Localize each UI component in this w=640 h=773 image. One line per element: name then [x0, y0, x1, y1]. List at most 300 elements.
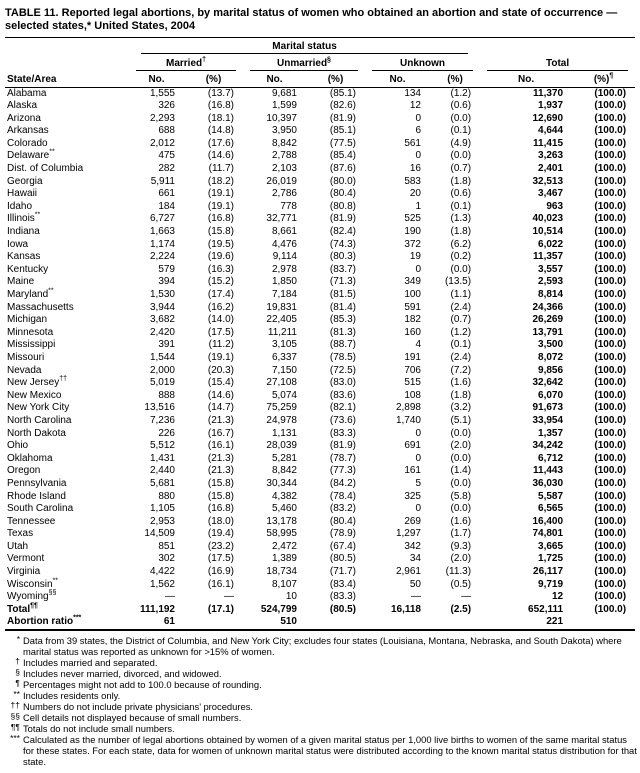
- total-pct-cell: (100.0): [594, 364, 627, 376]
- total-no-cell: 3,467: [538, 188, 564, 200]
- married-no-cell: 184: [158, 200, 175, 212]
- total-pct-cell: (100.0): [594, 528, 627, 540]
- unmarried-no-cell: 1,850: [271, 276, 297, 288]
- unmarried-pct-cell: (80.0): [329, 175, 356, 187]
- total-pct-cell: (100.0): [594, 490, 627, 502]
- unmarried-no-cell: 2,786: [271, 188, 297, 200]
- state-name: Wisconsin**: [7, 577, 59, 590]
- unmarried-pct-cell: (83.6): [329, 389, 356, 401]
- state-footnote-marker: **: [52, 577, 59, 585]
- footnote: [5, 690, 639, 701]
- married-pct-cell: (14.6): [207, 389, 234, 401]
- unmarried-pct-cell: (71.7): [329, 566, 356, 578]
- unmarried-no-cell: 510: [243, 616, 306, 630]
- footnote: [5, 723, 639, 734]
- header-row-groups: [5, 54, 635, 71]
- unmarried-pct-cell: (83.3): [329, 591, 356, 603]
- footnote-marker: †: [15, 656, 20, 667]
- footnote: [5, 734, 639, 767]
- header-row-columns: [5, 71, 635, 87]
- married-pct-cell: (14.6): [207, 150, 234, 162]
- unknown-no-cell: 19: [409, 251, 421, 263]
- unknown-pct-cell: (0.6): [450, 188, 472, 200]
- unmarried-footnote-marker: §: [327, 56, 331, 64]
- unmarried-no-cell: 1,389: [271, 553, 297, 565]
- married-no-cell: 475: [158, 150, 175, 162]
- state-name: Pennsylvania: [7, 477, 67, 489]
- footnote-text: Totals do not include small numbers.: [23, 723, 175, 735]
- table-title: TABLE 11. Reported legal abortions, by marital status of women who obtained an abortion and state of occurrence — selected states,* United States, 2004: [5, 7, 635, 38]
- married-pct-cell: (21.3): [207, 414, 234, 426]
- unmarried-pct-cell: (81.3): [329, 326, 356, 338]
- married-pct-cell: (18.2): [207, 175, 234, 187]
- married-pct-header: (%): [184, 71, 243, 87]
- footnote-text: Calculated as the number of legal abortions obtained by women of a given marital status per 1,000 live births to women of the same marital status for these states. For each state, data for women of unknown marital status were distributed according to the known marital status distribution for that state.: [23, 734, 637, 768]
- married-pct-cell: (14.8): [207, 125, 234, 137]
- unknown-pct-header: (%): [430, 71, 480, 87]
- total-pct-cell: (100.0): [594, 175, 627, 187]
- unknown-pct-cell: (0.0): [450, 427, 472, 439]
- unmarried-no-cell: 19,831: [266, 301, 297, 313]
- unmarried-pct-cell: (81.9): [329, 440, 356, 452]
- footnote: [5, 635, 639, 657]
- table-row: [5, 553, 635, 566]
- abortions-marital-status-table: [5, 38, 635, 631]
- footnotes-section: [5, 635, 639, 767]
- unknown-no-cell: 561: [404, 137, 421, 149]
- total-no-cell: 1,725: [538, 553, 564, 565]
- total-no-cell: 8,814: [538, 289, 564, 300]
- married-pct-cell: (17.5): [207, 553, 234, 565]
- footnote-text: Includes married and separated.: [23, 657, 158, 669]
- total-no-cell: 221: [480, 616, 572, 630]
- total-no-cell: 11,443: [533, 465, 564, 477]
- unknown-pct-cell: (1.8): [450, 226, 472, 238]
- unknown-pct-cell: (5.1): [450, 414, 472, 426]
- married-group-header: [129, 54, 243, 71]
- married-no-cell: 5,512: [149, 440, 175, 452]
- unknown-no-cell: 182: [404, 314, 421, 326]
- married-no-cell: 3,682: [149, 314, 175, 326]
- state-name: Utah: [7, 540, 29, 552]
- footnote-text: Percentages might not add to 100.0 because of rounding.: [23, 679, 262, 691]
- married-pct-cell: (20.3): [207, 364, 234, 376]
- unmarried-pct-cell: (85.1): [329, 87, 356, 99]
- unmarried-no-cell: 24,978: [266, 414, 297, 426]
- married-no-cell: 1,431: [149, 452, 175, 464]
- state-name: Oregon: [7, 465, 41, 477]
- table-row: [5, 226, 635, 239]
- unknown-no-cell: 20: [409, 188, 421, 200]
- footnote: [5, 701, 639, 712]
- table-row: [5, 365, 635, 378]
- unmarried-no-cell: 75,259: [266, 402, 297, 414]
- footnote-text: Includes residents only.: [23, 690, 121, 702]
- unknown-pct-cell: (0.1): [450, 125, 472, 137]
- unmarried-pct-cell: (81.9): [329, 112, 356, 124]
- unmarried-pct-cell: (83.3): [329, 427, 356, 439]
- unmarried-pct-cell: (82.6): [329, 100, 356, 112]
- total-no-cell: 91,673: [532, 402, 564, 414]
- total-pct-cell: (100.0): [594, 276, 627, 288]
- unknown-no-cell: 2,961: [395, 566, 421, 578]
- unmarried-pct-cell: (83.2): [329, 503, 356, 515]
- married-no-cell: 851: [158, 540, 175, 552]
- unmarried-pct-cell: (80.5): [329, 553, 356, 565]
- unmarried-no-cell: 22,405: [266, 314, 297, 326]
- unknown-no-cell: 160: [404, 326, 421, 338]
- unknown-group-header: [365, 54, 480, 71]
- married-no-cell: 1,555: [149, 87, 175, 99]
- unknown-no-cell: 12: [409, 100, 421, 112]
- unmarried-pct-cell: (72.5): [329, 364, 356, 376]
- unknown-pct-cell: (9.3): [450, 540, 472, 552]
- married-pct-cell: (16.1): [207, 578, 234, 590]
- table-row: [5, 377, 635, 390]
- unknown-no-cell: 161: [404, 465, 421, 477]
- total-pct-cell: (100.0): [594, 553, 627, 565]
- married-no-cell: 2,000: [149, 364, 175, 376]
- table-row: [5, 251, 635, 264]
- unknown-no-cell: 0: [415, 503, 421, 515]
- unknown-pct-cell: (1.6): [450, 515, 472, 527]
- married-pct-cell: (19.1): [207, 351, 234, 363]
- total-no-cell: 32,642: [532, 377, 564, 389]
- state-name: Minnesota: [7, 326, 54, 338]
- unmarried-pct-cell: (78.7): [329, 452, 356, 464]
- total-pct-cell: (100.0): [594, 263, 627, 275]
- total-pct-cell: (100.0): [594, 339, 627, 351]
- married-no-cell: 2,440: [149, 465, 175, 477]
- unknown-pct-cell: (0.6): [450, 100, 472, 112]
- unmarried-pct-cell: (85.4): [329, 150, 356, 162]
- table-row: [5, 604, 635, 617]
- footnote: [5, 679, 639, 690]
- married-no-cell: 4,422: [149, 566, 175, 578]
- unknown-no-cell: 0: [415, 150, 421, 162]
- unmarried-pct-cell: (74.3): [329, 238, 356, 250]
- unknown-no-cell: 372: [404, 238, 421, 250]
- total-no-cell: 8,072: [538, 351, 564, 363]
- table-row: [5, 402, 635, 415]
- unmarried-no-cell: 524,799: [260, 603, 297, 615]
- married-footnote-marker: †: [202, 56, 207, 64]
- unknown-no-cell: 1,740: [395, 414, 421, 426]
- total-group-header: [480, 54, 635, 71]
- unknown-no-cell: 0: [415, 452, 421, 464]
- table-row: [5, 289, 635, 302]
- total-pct-cell: [572, 616, 635, 630]
- table-body: [5, 87, 635, 630]
- table-row: [5, 176, 635, 189]
- unmarried-no-cell: 2,103: [271, 163, 297, 175]
- unknown-pct-cell: (2.0): [450, 553, 472, 565]
- state-name: Alaska: [7, 100, 38, 112]
- unknown-pct-cell: (2.5): [450, 603, 472, 615]
- married-no-cell: 688: [158, 125, 175, 137]
- married-pct-cell: (11.2): [208, 339, 234, 351]
- unknown-no-cell: 706: [404, 364, 421, 376]
- total-pct-cell: (100.0): [594, 251, 627, 263]
- total-pct-cell: (100.0): [594, 301, 627, 313]
- unknown-pct-cell: (1.8): [450, 175, 472, 187]
- unmarried-no-header: No.: [243, 71, 306, 87]
- unknown-no-cell: 1: [415, 200, 421, 212]
- married-pct-cell: (19.4): [207, 528, 234, 540]
- unknown-no-cell: 16: [409, 163, 421, 175]
- unknown-no-cell: 108: [404, 389, 421, 401]
- total-pct-cell: (100.0): [594, 125, 627, 137]
- state-name: Illinois**: [7, 212, 41, 225]
- unknown-pct-cell: —: [461, 591, 472, 603]
- state-name: Idaho: [7, 200, 33, 212]
- spacer-cell: [5, 38, 129, 54]
- unmarried-pct-cell: (83.7): [329, 263, 356, 275]
- state-name: North Dakota: [7, 427, 66, 439]
- unmarried-pct-cell: (77.5): [329, 137, 356, 149]
- footnote-marker: *: [16, 634, 20, 645]
- total-no-cell: 2,593: [538, 276, 564, 288]
- footnote-marker: ¶¶: [10, 722, 20, 733]
- table-row: [5, 415, 635, 428]
- married-no-cell: 1,544: [149, 351, 175, 363]
- total-no-cell: 24,366: [532, 301, 564, 313]
- unknown-pct-cell: (0.2): [450, 251, 472, 263]
- unmarried-pct-cell: (78.9): [329, 528, 356, 540]
- unknown-no-cell: 134: [404, 87, 421, 99]
- married-no-cell: 2,953: [149, 515, 175, 527]
- unknown-pct-cell: (1.1): [450, 289, 472, 300]
- married-no-cell: 61: [129, 616, 184, 630]
- unmarried-no-cell: 18,734: [266, 566, 297, 578]
- unknown-no-cell: 1,297: [395, 528, 421, 540]
- total-no-cell: 963: [546, 200, 564, 212]
- state-name: Rhode Island: [7, 490, 66, 502]
- married-pct-cell: (15.4): [207, 377, 234, 389]
- total-pct-footnote-marker: ¶: [609, 72, 614, 80]
- state-name: Texas: [7, 528, 34, 540]
- unmarried-no-cell: 6,337: [271, 351, 297, 363]
- unknown-pct-cell: (1.6): [450, 377, 472, 389]
- total-pct-cell: (100.0): [594, 477, 627, 489]
- state-name: Georgia: [7, 175, 43, 187]
- total-pct-cell: (100.0): [594, 150, 627, 162]
- married-pct-cell: —: [224, 591, 234, 603]
- table-row: [5, 327, 635, 340]
- unknown-pct-cell: [430, 616, 480, 630]
- married-pct-cell: (14.7): [207, 402, 234, 414]
- unmarried-pct-cell: (85.3): [329, 314, 356, 326]
- total-no-cell: 5,587: [538, 490, 564, 502]
- unknown-pct-cell: (2.4): [450, 351, 472, 363]
- married-pct-cell: (18.1): [207, 112, 234, 124]
- unknown-no-cell: 50: [409, 578, 421, 590]
- unknown-pct-cell: (1.8): [450, 389, 472, 401]
- table-row: [5, 87, 635, 100]
- unmarried-no-cell: 9,681: [271, 87, 297, 99]
- married-pct-cell: (15.2): [207, 276, 234, 288]
- unknown-pct-cell: (1.2): [450, 87, 472, 99]
- unmarried-pct-cell: (77.3): [329, 465, 356, 477]
- married-no-cell: 282: [158, 163, 175, 175]
- married-no-cell: 326: [158, 100, 175, 112]
- unknown-pct-cell: (7.2): [450, 364, 472, 376]
- unknown-no-cell: 5: [415, 477, 421, 489]
- unknown-no-cell: —: [411, 591, 421, 603]
- unmarried-pct-cell: (85.1): [329, 125, 356, 137]
- married-pct-cell: (16.8): [207, 503, 234, 515]
- unmarried-label: Unmarried: [277, 58, 328, 69]
- state-name: Colorado: [7, 137, 48, 149]
- unmarried-pct-cell: (87.6): [329, 163, 356, 175]
- unknown-no-cell: 0: [415, 263, 421, 275]
- table-row: [5, 516, 635, 529]
- state-name: New Jersey††: [7, 375, 68, 389]
- total-no-cell: 6,070: [538, 389, 564, 401]
- married-no-cell: 1,562: [149, 578, 175, 590]
- unmarried-no-cell: 5,281: [271, 452, 297, 464]
- married-pct-cell: (19.6): [207, 251, 234, 263]
- married-no-header: No.: [129, 71, 184, 87]
- total-no-cell: 3,557: [538, 263, 564, 275]
- unmarried-no-cell: 4,382: [271, 490, 297, 502]
- table-row: [5, 566, 635, 579]
- total-pct-cell: (100.0): [594, 540, 627, 552]
- total-no-cell: 16,400: [532, 515, 564, 527]
- married-no-cell: 6,727: [149, 213, 175, 225]
- married-no-cell: 13,516: [144, 402, 175, 414]
- unknown-pct-cell: (0.0): [450, 477, 472, 489]
- unknown-no-cell: 349: [404, 276, 421, 288]
- unknown-pct-cell: (0.1): [450, 200, 472, 212]
- state-footnote-marker: §§: [48, 589, 57, 597]
- footnote: [5, 712, 639, 723]
- unknown-no-cell: 325: [404, 490, 421, 502]
- spacer-cell: [480, 38, 635, 54]
- table-row: [5, 100, 635, 113]
- state-name: New Mexico: [7, 389, 62, 401]
- total-no-cell: 32,513: [532, 175, 564, 187]
- table-row: [5, 453, 635, 466]
- married-no-cell: —: [165, 591, 175, 603]
- unknown-pct-cell: (6.2): [450, 238, 472, 250]
- married-pct-cell: (18.0): [207, 515, 234, 527]
- total-no-header: No.: [480, 71, 572, 87]
- unknown-pct-cell: (1.3): [450, 213, 472, 225]
- married-pct-cell: (19.1): [207, 200, 234, 212]
- total-pct-cell: (100.0): [594, 200, 627, 212]
- table-row: [5, 188, 635, 201]
- total-no-cell: 6,565: [538, 503, 564, 515]
- state-name: Michigan: [7, 314, 48, 326]
- state-name: Kansas: [7, 251, 41, 263]
- total-no-cell: 1,357: [538, 427, 564, 439]
- unmarried-pct-cell: (88.7): [329, 339, 356, 351]
- table-row: [5, 440, 635, 453]
- footnote-text: Data from 39 states, the District of Columbia, and New York City; excludes four states (Louisiana, Montana, Nebraska, and South Dakota) where marital status was reported as unknown for >15% of women.: [23, 635, 622, 658]
- unmarried-no-cell: 778: [280, 200, 297, 212]
- married-pct-cell: (16.9): [207, 566, 234, 578]
- unknown-no-cell: 342: [404, 540, 421, 552]
- unknown-pct-cell: (3.2): [450, 402, 472, 414]
- unknown-pct-cell: (0.5): [450, 578, 472, 590]
- total-no-cell: 3,500: [538, 339, 564, 351]
- total-no-cell: 36,030: [532, 477, 564, 489]
- unmarried-no-cell: 10: [285, 591, 297, 603]
- total-pct-cell: (100.0): [594, 440, 627, 452]
- married-pct-cell: (15.8): [207, 477, 234, 489]
- footnote-marker: ***: [10, 733, 20, 744]
- unmarried-pct-cell: (80.4): [329, 188, 356, 200]
- unknown-pct-cell: (11.3): [445, 566, 472, 578]
- unknown-pct-cell: (13.5): [444, 276, 472, 288]
- total-no-cell: 13,791: [532, 326, 564, 338]
- unmarried-pct-cell: (81.5): [329, 289, 356, 300]
- total-no-cell: 4,644: [538, 125, 564, 137]
- footnote: [5, 668, 639, 679]
- table-row: [5, 491, 635, 504]
- table-row: [5, 239, 635, 252]
- unmarried-no-cell: 13,178: [266, 515, 297, 527]
- total-pct-cell: (100.0): [594, 414, 627, 426]
- table-row: [5, 113, 635, 126]
- unknown-no-cell: [365, 616, 430, 630]
- state-name: Nevada: [7, 364, 42, 376]
- table-row: [5, 390, 635, 403]
- unmarried-no-cell: 28,039: [266, 440, 297, 452]
- married-no-cell: 7,236: [149, 414, 175, 426]
- total-pct-cell: (100.0): [594, 326, 627, 338]
- unknown-pct-cell: (1.2): [450, 326, 472, 338]
- unmarried-no-cell: 8,107: [271, 578, 297, 590]
- state-name: Kentucky: [7, 263, 49, 275]
- total-pct-cell: (100.0): [594, 213, 627, 225]
- state-name: Wyoming§§: [7, 589, 57, 603]
- married-pct-cell: (16.3): [207, 263, 234, 275]
- unknown-no-cell: 525: [404, 213, 421, 225]
- footnote-text: Cell details not displayed because of small numbers.: [23, 712, 242, 724]
- unmarried-no-cell: 8,661: [271, 226, 297, 238]
- unmarried-pct-header: (%): [306, 71, 365, 87]
- unknown-label: Unknown: [400, 58, 446, 69]
- married-pct-cell: (15.8): [207, 226, 234, 238]
- married-no-cell: 888: [158, 389, 175, 401]
- married-pct-cell: (16.8): [207, 100, 234, 112]
- married-no-cell: 394: [158, 276, 175, 288]
- total-pct-cell: (100.0): [594, 377, 627, 389]
- unmarried-pct-cell: (83.0): [329, 377, 356, 389]
- state-footnote-marker: **: [49, 149, 55, 157]
- unmarried-pct-cell: (81.4): [329, 301, 356, 313]
- unknown-pct-cell: (2.0): [450, 440, 472, 452]
- unmarried-pct-cell: (81.9): [329, 213, 356, 225]
- married-pct-cell: (14.0): [207, 314, 234, 326]
- state-name: Delaware**: [7, 149, 55, 162]
- unmarried-pct-cell: (80.4): [329, 515, 356, 527]
- state-name: Abortion ratio***: [5, 616, 129, 630]
- total-no-cell: 6,712: [538, 452, 564, 464]
- unmarried-no-cell: 58,995: [266, 528, 297, 540]
- married-no-cell: 5,019: [149, 377, 175, 389]
- unknown-pct-cell: (4.9): [450, 137, 472, 149]
- married-pct-cell: (13.7): [207, 87, 234, 99]
- unknown-no-cell: 34: [409, 553, 421, 565]
- total-no-cell: 2,401: [538, 163, 564, 175]
- state-name: Alabama: [7, 87, 47, 99]
- unmarried-pct-cell: (78.5): [329, 351, 356, 363]
- table-row: [5, 465, 635, 478]
- total-pct-cell: (100.0): [594, 452, 627, 464]
